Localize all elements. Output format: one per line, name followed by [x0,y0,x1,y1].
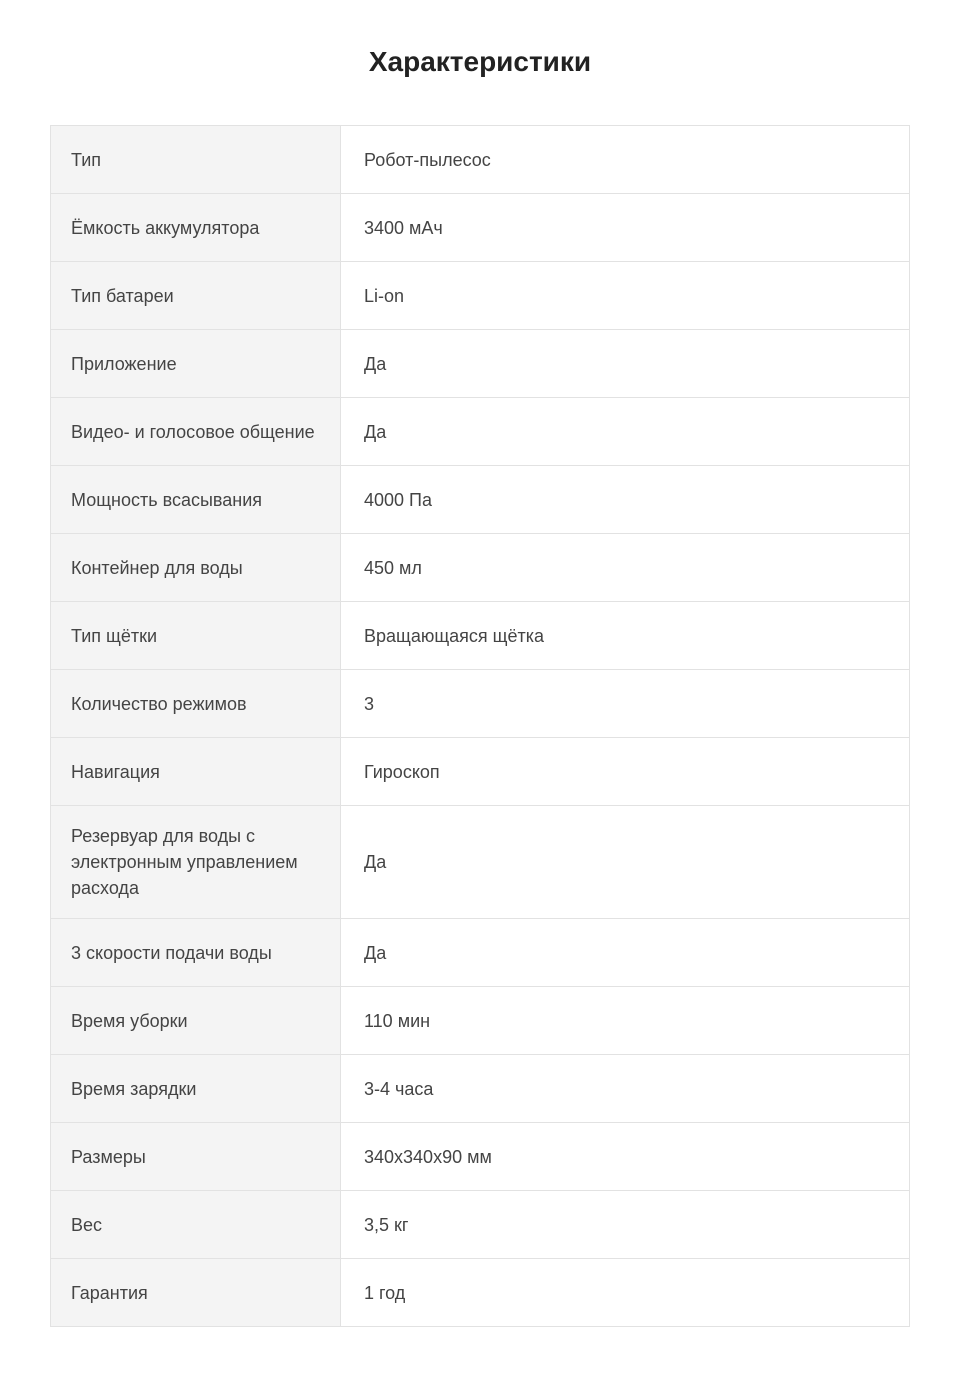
spec-label: Тип щётки [51,602,341,670]
spec-label: Тип батареи [51,262,341,330]
table-row [51,534,910,602]
spec-label: Навигация [51,738,341,806]
spec-value: Да [341,806,910,919]
spec-label: Ёмкость аккумулятора [51,194,341,262]
table-row [51,466,910,534]
spec-label: Количество режимов [51,670,341,738]
spec-value: Да [341,398,910,466]
spec-label: Видео- и голосовое общение [51,398,341,466]
spec-label: Резервуар для воды с электронным управлением расхода [51,806,341,919]
spec-label: Контейнер для воды [51,534,341,602]
spec-value: Гироскоп [341,738,910,806]
table-row [51,1259,910,1327]
spec-label: Время зарядки [51,1055,341,1123]
spec-value: 3-4 часа [341,1055,910,1123]
table-row [51,1191,910,1259]
table-row [51,738,910,806]
spec-value: Да [341,919,910,987]
spec-value: 3 [341,670,910,738]
table-row [51,330,910,398]
spec-label: Мощность всасывания [51,466,341,534]
table-row [51,262,910,330]
spec-value: 3400 мАч [341,194,910,262]
spec-value: Да [341,330,910,398]
table-row [51,670,910,738]
table-row [51,126,910,194]
spec-label: Размеры [51,1123,341,1191]
page-title: Характеристики [368,46,592,77]
table-row [51,806,910,919]
table-row [51,398,910,466]
table-row [51,194,910,262]
spec-label: Время уборки [51,987,341,1055]
spec-value: 340x340x90 мм [341,1123,910,1191]
spec-label: Вес [51,1191,341,1259]
table-row [51,987,910,1055]
spec-value: Li-on [341,262,910,330]
specs-table [50,125,910,1327]
spec-value: 1 год [341,1259,910,1327]
table-row [51,919,910,987]
spec-label: Приложение [51,330,341,398]
spec-value: Вращающаяся щётка [341,602,910,670]
spec-label: Тип [51,126,341,194]
table-row [51,1055,910,1123]
spec-value: 450 мл [341,534,910,602]
spec-value: 4000 Па [341,466,910,534]
spec-value: 3,5 кг [341,1191,910,1259]
spec-value: 110 мин [341,987,910,1055]
table-row [51,1123,910,1191]
spec-value: Робот-пылесос [341,126,910,194]
table-row [51,602,910,670]
spec-label: Гарантия [51,1259,341,1327]
spec-label: 3 скорости подачи воды [51,919,341,987]
